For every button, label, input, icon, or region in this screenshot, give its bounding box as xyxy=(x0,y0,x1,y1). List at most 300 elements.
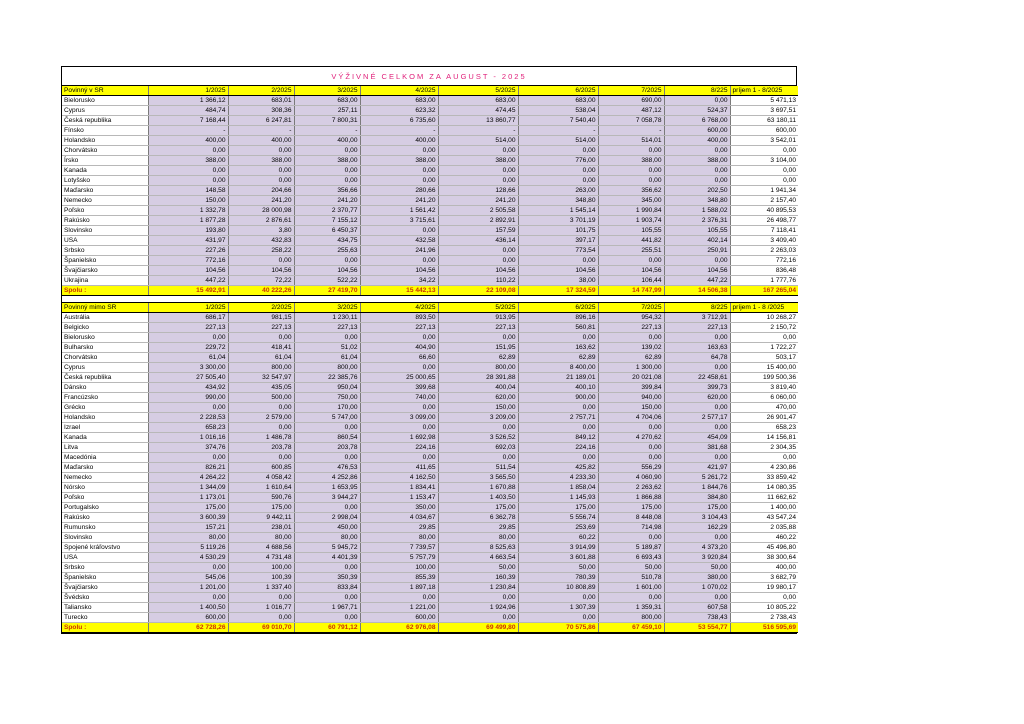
value-cell[interactable]: 981,15 xyxy=(228,313,294,323)
value-cell[interactable]: 826,21 xyxy=(148,463,228,473)
value-cell[interactable]: 0,00 xyxy=(518,423,598,433)
value-cell[interactable]: 388,00 xyxy=(228,156,294,166)
value-cell[interactable]: 100,00 xyxy=(228,563,294,573)
value-cell[interactable]: 5 119,26 xyxy=(148,543,228,553)
row-label-cell[interactable]: Taliansko xyxy=(62,603,148,613)
value-cell[interactable]: 175,00 xyxy=(148,503,228,513)
value-cell[interactable]: 53 554,77 xyxy=(664,623,730,633)
value-cell[interactable]: 150,00 xyxy=(438,403,518,413)
value-cell[interactable]: 0,00 xyxy=(360,226,438,236)
value-cell[interactable]: 0,00 xyxy=(664,593,730,603)
row-label-cell[interactable]: Holandsko xyxy=(62,136,148,146)
value-cell[interactable]: 6 735,60 xyxy=(360,116,438,126)
row-label-cell[interactable]: Írsko xyxy=(62,156,148,166)
value-cell[interactable]: 0,00 xyxy=(518,176,598,186)
value-cell[interactable]: 800,00 xyxy=(598,613,664,623)
value-cell[interactable]: 0,00 xyxy=(664,533,730,543)
value-cell[interactable]: 104,56 xyxy=(518,266,598,276)
value-cell[interactable]: 2 263,62 xyxy=(598,483,664,493)
value-cell[interactable]: - xyxy=(518,126,598,136)
value-cell[interactable]: 3 920,84 xyxy=(664,553,730,563)
value-cell[interactable]: 600,00 xyxy=(360,613,438,623)
value-cell[interactable]: 7 800,31 xyxy=(294,116,360,126)
value-cell[interactable]: 0,00 xyxy=(730,453,798,463)
value-cell[interactable]: 227,13 xyxy=(148,323,228,333)
value-cell[interactable]: 776,00 xyxy=(518,156,598,166)
row-label-cell[interactable]: Izrael xyxy=(62,423,148,433)
value-cell[interactable]: 545,06 xyxy=(148,573,228,583)
value-cell[interactable]: 5 189,87 xyxy=(598,543,664,553)
value-cell[interactable]: 0,00 xyxy=(598,533,664,543)
value-cell[interactable]: 990,00 xyxy=(148,393,228,403)
value-cell[interactable]: 69 010,70 xyxy=(228,623,294,633)
value-cell[interactable]: 514,01 xyxy=(598,136,664,146)
row-label-cell[interactable]: Povinný v SR xyxy=(62,86,148,96)
value-cell[interactable]: 400,00 xyxy=(664,136,730,146)
value-cell[interactable]: 388,00 xyxy=(664,156,730,166)
value-cell[interactable]: 1 201,00 xyxy=(148,583,228,593)
value-cell[interactable]: 157,59 xyxy=(438,226,518,236)
value-cell[interactable]: 50,00 xyxy=(438,563,518,573)
value-cell[interactable]: 3 104,43 xyxy=(664,513,730,523)
value-cell[interactable]: 6 768,00 xyxy=(664,116,730,126)
value-cell[interactable]: 175,00 xyxy=(228,503,294,513)
value-cell[interactable]: 8/225 xyxy=(664,303,730,313)
value-cell[interactable]: 224,16 xyxy=(518,443,598,453)
value-cell[interactable]: 0,00 xyxy=(294,146,360,156)
value-cell[interactable]: 7 540,40 xyxy=(518,116,598,126)
value-cell[interactable]: 104,56 xyxy=(148,266,228,276)
value-cell[interactable]: 7 118,41 xyxy=(730,226,798,236)
value-cell[interactable]: 4/2025 xyxy=(360,86,438,96)
row-label-cell[interactable]: Švédsko xyxy=(62,593,148,603)
value-cell[interactable]: 0,00 xyxy=(228,403,294,413)
row-label-cell[interactable]: Spojené kráľovstvo xyxy=(62,543,148,553)
value-cell[interactable]: 7/2025 xyxy=(598,303,664,313)
row-label-cell[interactable]: Bielorusko xyxy=(62,333,148,343)
value-cell[interactable]: 388,00 xyxy=(360,156,438,166)
value-cell[interactable]: 345,00 xyxy=(598,196,664,206)
value-cell[interactable]: 686,17 xyxy=(148,313,228,323)
value-cell[interactable]: 1 403,50 xyxy=(438,493,518,503)
value-cell[interactable]: 3/2025 xyxy=(294,86,360,96)
value-cell[interactable]: 516 595,69 xyxy=(730,623,798,633)
row-label-cell[interactable]: USA xyxy=(62,236,148,246)
value-cell[interactable]: 7 058,78 xyxy=(598,116,664,126)
value-cell[interactable]: 62 976,08 xyxy=(360,623,438,633)
value-cell[interactable]: 1 670,88 xyxy=(438,483,518,493)
value-cell[interactable]: 100,00 xyxy=(360,563,438,573)
value-cell[interactable]: 1 230,11 xyxy=(294,313,360,323)
value-cell[interactable]: 4 373,20 xyxy=(664,543,730,553)
value-cell[interactable]: 175,00 xyxy=(598,503,664,513)
value-cell[interactable]: 8 448,08 xyxy=(598,513,664,523)
value-cell[interactable]: 900,00 xyxy=(518,393,598,403)
value-cell[interactable]: 356,62 xyxy=(598,186,664,196)
row-label-cell[interactable]: Chorvátsko xyxy=(62,146,148,156)
value-cell[interactable]: 487,12 xyxy=(598,106,664,116)
value-cell[interactable]: 1 561,42 xyxy=(360,206,438,216)
value-cell[interactable]: 43 547,24 xyxy=(730,513,798,523)
value-cell[interactable]: 19 980,17 xyxy=(730,583,798,593)
value-cell[interactable]: 0,00 xyxy=(228,256,294,266)
value-cell[interactable]: 4 704,06 xyxy=(598,413,664,423)
value-cell[interactable]: 658,23 xyxy=(148,423,228,433)
value-cell[interactable]: 6 693,43 xyxy=(598,553,664,563)
value-cell[interactable]: 1 337,40 xyxy=(228,583,294,593)
value-cell[interactable]: 4 663,54 xyxy=(438,553,518,563)
value-cell[interactable]: 4 058,42 xyxy=(228,473,294,483)
value-cell[interactable]: 0,00 xyxy=(294,593,360,603)
value-cell[interactable]: 5 556,74 xyxy=(518,513,598,523)
value-cell[interactable]: 620,00 xyxy=(664,393,730,403)
row-label-cell[interactable]: Chorvátsko xyxy=(62,353,148,363)
value-cell[interactable]: - xyxy=(438,126,518,136)
value-cell[interactable]: 175,00 xyxy=(438,503,518,513)
row-label-cell[interactable]: Srbsko xyxy=(62,246,148,256)
value-cell[interactable]: 896,16 xyxy=(518,313,598,323)
row-label-cell[interactable]: Nemecko xyxy=(62,196,148,206)
value-cell[interactable]: 157,21 xyxy=(148,523,228,533)
value-cell[interactable]: 2 757,71 xyxy=(518,413,598,423)
value-cell[interactable]: 0,00 xyxy=(730,166,798,176)
value-cell[interactable]: 26 498,77 xyxy=(730,216,798,226)
value-cell[interactable]: 150,00 xyxy=(148,196,228,206)
value-cell[interactable]: 167 265,04 xyxy=(730,286,798,296)
value-cell[interactable]: 0,00 xyxy=(228,613,294,623)
value-cell[interactable]: 175,00 xyxy=(664,503,730,513)
value-cell[interactable]: 0,00 xyxy=(360,363,438,373)
value-cell[interactable]: 772,16 xyxy=(730,256,798,266)
value-cell[interactable]: 780,39 xyxy=(518,573,598,583)
value-cell[interactable]: 229,72 xyxy=(148,343,228,353)
value-cell[interactable]: 238,01 xyxy=(228,523,294,533)
value-cell[interactable]: 0,00 xyxy=(664,423,730,433)
value-cell[interactable]: 17 324,59 xyxy=(518,286,598,296)
row-label-cell[interactable]: Bielorusko xyxy=(62,96,148,106)
value-cell[interactable]: 7 168,44 xyxy=(148,116,228,126)
value-cell[interactable]: 1 070,02 xyxy=(664,583,730,593)
value-cell[interactable]: 64,78 xyxy=(664,353,730,363)
value-cell[interactable]: 104,56 xyxy=(360,266,438,276)
value-cell[interactable]: 3 601,88 xyxy=(518,553,598,563)
value-cell[interactable]: 70 575,86 xyxy=(518,623,598,633)
value-cell[interactable]: 800,00 xyxy=(228,363,294,373)
value-cell[interactable]: 104,56 xyxy=(228,266,294,276)
value-cell[interactable]: 255,51 xyxy=(598,246,664,256)
value-cell[interactable]: 6 362,78 xyxy=(438,513,518,523)
value-cell[interactable]: 61,04 xyxy=(148,353,228,363)
value-cell[interactable]: 104,56 xyxy=(438,266,518,276)
value-cell[interactable]: 14 156,81 xyxy=(730,433,798,443)
value-cell[interactable]: 22 458,61 xyxy=(664,373,730,383)
value-cell[interactable]: 8/225 xyxy=(664,86,730,96)
value-cell[interactable]: 4 034,67 xyxy=(360,513,438,523)
value-cell[interactable]: 773,54 xyxy=(518,246,598,256)
value-cell[interactable]: 514,00 xyxy=(518,136,598,146)
value-cell[interactable]: 27 505,40 xyxy=(148,373,228,383)
value-cell[interactable]: 80,00 xyxy=(228,533,294,543)
value-cell[interactable]: 0,00 xyxy=(148,166,228,176)
value-cell[interactable]: 800,00 xyxy=(438,363,518,373)
value-cell[interactable]: 772,16 xyxy=(148,256,228,266)
value-cell[interactable]: 61,04 xyxy=(294,353,360,363)
value-cell[interactable]: 690,00 xyxy=(598,96,664,106)
value-cell[interactable]: 950,04 xyxy=(294,383,360,393)
value-cell[interactable]: 4 060,90 xyxy=(598,473,664,483)
value-cell[interactable]: 15 400,00 xyxy=(730,363,798,373)
value-cell[interactable]: 0,00 xyxy=(664,403,730,413)
value-cell[interactable]: 7/2025 xyxy=(598,86,664,96)
value-cell[interactable]: 170,00 xyxy=(294,403,360,413)
value-cell[interactable]: 257,11 xyxy=(294,106,360,116)
value-cell[interactable]: 1/2025 xyxy=(148,86,228,96)
value-cell[interactable]: 556,29 xyxy=(598,463,664,473)
value-cell[interactable]: 0,00 xyxy=(438,333,518,343)
value-cell[interactable]: 1 877,28 xyxy=(148,216,228,226)
row-label-cell[interactable]: Česká republika xyxy=(62,373,148,383)
value-cell[interactable]: 14 506,38 xyxy=(664,286,730,296)
value-cell[interactable]: 3 565,50 xyxy=(438,473,518,483)
value-cell[interactable]: 0,00 xyxy=(294,503,360,513)
value-cell[interactable]: 0,00 xyxy=(360,403,438,413)
value-cell[interactable]: 0,00 xyxy=(228,593,294,603)
value-cell[interactable]: 0,00 xyxy=(598,176,664,186)
row-label-cell[interactable]: Ukrajina xyxy=(62,276,148,286)
value-cell[interactable]: 0,00 xyxy=(228,176,294,186)
row-label-cell[interactable]: Portugalsko xyxy=(62,503,148,513)
value-cell[interactable]: 14 080,35 xyxy=(730,483,798,493)
value-cell[interactable]: 0,00 xyxy=(228,333,294,343)
value-cell[interactable]: 60,22 xyxy=(518,533,598,543)
value-cell[interactable]: 0,00 xyxy=(518,256,598,266)
value-cell[interactable]: 855,39 xyxy=(360,573,438,583)
value-cell[interactable]: 25 000,65 xyxy=(360,373,438,383)
value-cell[interactable]: 7 155,12 xyxy=(294,216,360,226)
value-cell[interactable]: 100,39 xyxy=(228,573,294,583)
row-label-cell[interactable]: Poľsko xyxy=(62,206,148,216)
value-cell[interactable]: 683,00 xyxy=(438,96,518,106)
value-cell[interactable]: 0,00 xyxy=(148,563,228,573)
row-label-cell[interactable]: Maďarsko xyxy=(62,463,148,473)
row-label-cell[interactable]: Francúzsko xyxy=(62,393,148,403)
value-cell[interactable]: 258,22 xyxy=(228,246,294,256)
value-cell[interactable]: 2 304,35 xyxy=(730,443,798,453)
value-cell[interactable]: 241,20 xyxy=(438,196,518,206)
value-cell[interactable]: 388,00 xyxy=(294,156,360,166)
value-cell[interactable]: 1 866,88 xyxy=(598,493,664,503)
value-cell[interactable]: 913,95 xyxy=(438,313,518,323)
value-cell[interactable]: 4 162,50 xyxy=(360,473,438,483)
value-cell[interactable]: 9 442,11 xyxy=(228,513,294,523)
row-label-cell[interactable]: Maďarsko xyxy=(62,186,148,196)
value-cell[interactable]: 0,00 xyxy=(360,166,438,176)
value-cell[interactable]: 0,00 xyxy=(664,363,730,373)
row-label-cell[interactable]: Spolu : xyxy=(62,286,148,296)
value-cell[interactable]: 0,00 xyxy=(360,146,438,156)
value-cell[interactable]: 484,74 xyxy=(148,106,228,116)
value-cell[interactable]: 11 662,62 xyxy=(730,493,798,503)
value-cell[interactable]: 0,00 xyxy=(294,613,360,623)
value-cell[interactable]: 38 300,64 xyxy=(730,553,798,563)
value-cell[interactable]: 1 941,34 xyxy=(730,186,798,196)
value-cell[interactable]: 160,39 xyxy=(438,573,518,583)
value-cell[interactable]: 6/2025 xyxy=(518,86,598,96)
value-cell[interactable]: 0,00 xyxy=(730,333,798,343)
value-cell[interactable]: 940,00 xyxy=(598,393,664,403)
value-cell[interactable]: 454,09 xyxy=(664,433,730,443)
value-cell[interactable]: 227,13 xyxy=(228,323,294,333)
value-cell[interactable]: 308,36 xyxy=(228,106,294,116)
value-cell[interactable]: 400,10 xyxy=(518,383,598,393)
value-cell[interactable]: - xyxy=(148,126,228,136)
value-cell[interactable]: 400,00 xyxy=(360,136,438,146)
value-cell[interactable]: 2 035,88 xyxy=(730,523,798,533)
value-cell[interactable]: 1 300,00 xyxy=(598,363,664,373)
value-cell[interactable]: 1 359,31 xyxy=(598,603,664,613)
value-cell[interactable]: 0,00 xyxy=(598,443,664,453)
value-cell[interactable]: 5 747,00 xyxy=(294,413,360,423)
value-cell[interactable]: 106,44 xyxy=(598,276,664,286)
value-cell[interactable]: 0,00 xyxy=(228,146,294,156)
value-cell[interactable]: 350,39 xyxy=(294,573,360,583)
value-cell[interactable]: 431,97 xyxy=(148,236,228,246)
value-cell[interactable]: 800,00 xyxy=(294,363,360,373)
value-cell[interactable]: 139,02 xyxy=(598,343,664,353)
value-cell[interactable]: 0,00 xyxy=(148,453,228,463)
row-label-cell[interactable]: Nórsko xyxy=(62,483,148,493)
value-cell[interactable]: 0,00 xyxy=(664,176,730,186)
value-cell[interactable]: 418,41 xyxy=(228,343,294,353)
value-cell[interactable]: 658,23 xyxy=(730,423,798,433)
value-cell[interactable]: 10 808,89 xyxy=(518,583,598,593)
row-label-cell[interactable]: Španielsko xyxy=(62,573,148,583)
value-cell[interactable]: 738,43 xyxy=(664,613,730,623)
value-cell[interactable]: 356,66 xyxy=(294,186,360,196)
row-label-cell[interactable]: Lotyšsko xyxy=(62,176,148,186)
value-cell[interactable]: 150,00 xyxy=(598,403,664,413)
value-cell[interactable]: 1 400,50 xyxy=(148,603,228,613)
value-cell[interactable]: 400,04 xyxy=(438,383,518,393)
value-cell[interactable]: 50,00 xyxy=(598,563,664,573)
row-label-cell[interactable]: Belgicko xyxy=(62,323,148,333)
value-cell[interactable]: 148,58 xyxy=(148,186,228,196)
value-cell[interactable]: 38,00 xyxy=(518,276,598,286)
value-cell[interactable]: 474,45 xyxy=(438,106,518,116)
value-cell[interactable]: 0,00 xyxy=(518,593,598,603)
value-cell[interactable]: 162,29 xyxy=(664,523,730,533)
value-cell[interactable]: 0,00 xyxy=(664,333,730,343)
value-cell[interactable]: 0,00 xyxy=(228,453,294,463)
value-cell[interactable]: 1 834,41 xyxy=(360,483,438,493)
value-cell[interactable]: 400,00 xyxy=(294,136,360,146)
value-cell[interactable]: 1 400,00 xyxy=(730,503,798,513)
value-cell[interactable]: príjem 1 - 8/2025 xyxy=(730,86,798,96)
row-label-cell[interactable]: Rakúsko xyxy=(62,513,148,523)
value-cell[interactable]: 2 228,53 xyxy=(148,413,228,423)
value-cell[interactable]: 10 268,27 xyxy=(730,313,798,323)
value-cell[interactable]: 5 471,13 xyxy=(730,96,798,106)
value-cell[interactable]: 511,54 xyxy=(438,463,518,473)
value-cell[interactable]: 1 903,74 xyxy=(598,216,664,226)
value-cell[interactable]: 255,63 xyxy=(294,246,360,256)
value-cell[interactable]: 50,00 xyxy=(518,563,598,573)
value-cell[interactable]: 203,78 xyxy=(228,443,294,453)
row-label-cell[interactable]: Rumunsko xyxy=(62,523,148,533)
value-cell[interactable]: 104,56 xyxy=(664,266,730,276)
value-cell[interactable]: 51,02 xyxy=(294,343,360,353)
row-label-cell[interactable]: Slovinsko xyxy=(62,226,148,236)
value-cell[interactable]: 1 332,78 xyxy=(148,206,228,216)
value-cell[interactable]: 0,00 xyxy=(294,166,360,176)
value-cell[interactable]: 4 530,29 xyxy=(148,553,228,563)
row-label-cell[interactable]: Rakúsko xyxy=(62,216,148,226)
value-cell[interactable]: 60 791,12 xyxy=(294,623,360,633)
value-cell[interactable]: 1 486,78 xyxy=(228,433,294,443)
value-cell[interactable]: 6/2025 xyxy=(518,303,598,313)
value-cell[interactable]: 2 505,58 xyxy=(438,206,518,216)
value-cell[interactable]: 29,85 xyxy=(438,523,518,533)
value-cell[interactable]: 1 016,77 xyxy=(228,603,294,613)
value-cell[interactable]: 447,22 xyxy=(664,276,730,286)
value-cell[interactable]: 105,55 xyxy=(664,226,730,236)
value-cell[interactable]: 620,00 xyxy=(438,393,518,403)
row-label-cell[interactable]: Povinný mimo SR xyxy=(62,303,148,313)
value-cell[interactable]: 1 601,00 xyxy=(598,583,664,593)
row-label-cell[interactable]: Švajčiarsko xyxy=(62,583,148,593)
value-cell[interactable]: 62,89 xyxy=(518,353,598,363)
value-cell[interactable]: 1/2025 xyxy=(148,303,228,313)
value-cell[interactable]: 28 391,88 xyxy=(438,373,518,383)
value-cell[interactable]: 3 715,61 xyxy=(360,216,438,226)
value-cell[interactable]: 0,00 xyxy=(360,256,438,266)
value-cell[interactable]: 2 370,77 xyxy=(294,206,360,216)
value-cell[interactable]: 421,97 xyxy=(664,463,730,473)
value-cell[interactable]: 1 858,04 xyxy=(518,483,598,493)
value-cell[interactable]: 2 150,72 xyxy=(730,323,798,333)
value-cell[interactable]: 0,00 xyxy=(438,176,518,186)
value-cell[interactable]: 0,00 xyxy=(598,593,664,603)
value-cell[interactable]: 514,00 xyxy=(438,136,518,146)
value-cell[interactable]: 2 263,03 xyxy=(730,246,798,256)
value-cell[interactable]: 241,20 xyxy=(294,196,360,206)
value-cell[interactable]: 1 692,98 xyxy=(360,433,438,443)
value-cell[interactable]: 0,00 xyxy=(294,333,360,343)
value-cell[interactable]: 860,54 xyxy=(294,433,360,443)
value-cell[interactable]: 33 859,42 xyxy=(730,473,798,483)
value-cell[interactable]: 381,68 xyxy=(664,443,730,453)
value-cell[interactable]: 62,89 xyxy=(438,353,518,363)
value-cell[interactable]: 3 300,00 xyxy=(148,363,228,373)
row-label-cell[interactable]: Austrália xyxy=(62,313,148,323)
value-cell[interactable]: 62 728,26 xyxy=(148,623,228,633)
value-cell[interactable]: 1 967,71 xyxy=(294,603,360,613)
value-cell[interactable]: 0,00 xyxy=(148,333,228,343)
value-cell[interactable]: 397,17 xyxy=(518,236,598,246)
value-cell[interactable]: 0,00 xyxy=(598,453,664,463)
value-cell[interactable]: 388,00 xyxy=(598,156,664,166)
value-cell[interactable]: 833,84 xyxy=(294,583,360,593)
value-cell[interactable]: 1 924,96 xyxy=(438,603,518,613)
value-cell[interactable]: 5/2025 xyxy=(438,303,518,313)
value-cell[interactable]: 5 945,72 xyxy=(294,543,360,553)
value-cell[interactable]: 4 731,48 xyxy=(228,553,294,563)
value-cell[interactable]: 836,48 xyxy=(730,266,798,276)
value-cell[interactable]: 28 000,98 xyxy=(228,206,294,216)
value-cell[interactable]: 0,00 xyxy=(664,166,730,176)
value-cell[interactable]: 10 805,22 xyxy=(730,603,798,613)
value-cell[interactable]: 250,91 xyxy=(664,246,730,256)
